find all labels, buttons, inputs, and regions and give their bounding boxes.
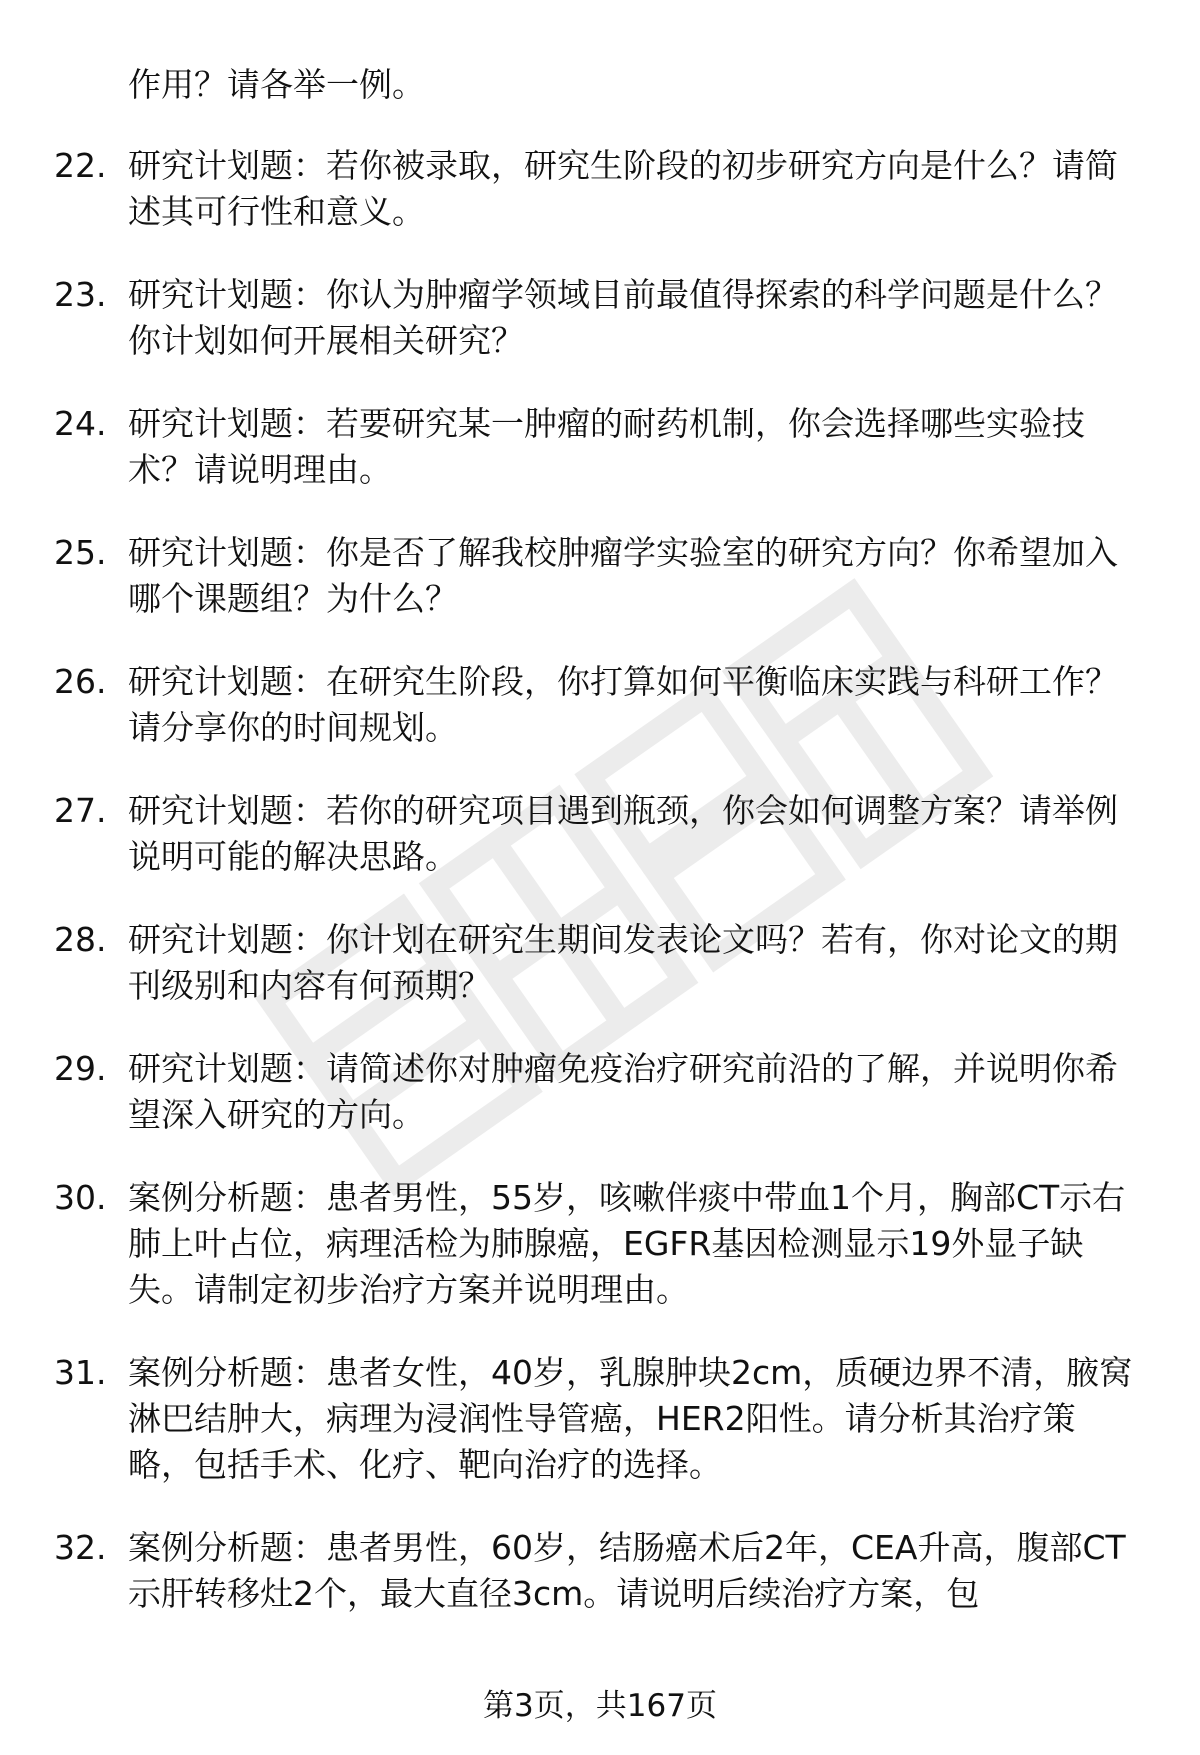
page-number-footer: 第3页，共167页 — [483, 1688, 717, 1724]
question-item — [0, 401, 1200, 493]
question-text: 案例分析题：患者男性，60岁，结肠癌术后2年，CEA升高，腹部CT示肝转移灶2个，最大直径3cm。请说明后续治疗方案，包 — [128, 1528, 1126, 1613]
question-item — [0, 1350, 1200, 1488]
continuation-text: 作用？请各举一例。 — [128, 65, 425, 104]
question-list — [0, 143, 1200, 1654]
question-number: 32. — [54, 1528, 107, 1567]
question-text: 研究计划题：你计划在研究生期间发表论文吗？若有，你对论文的期刊级别和内容有何预期？ — [128, 920, 1118, 1005]
question-number: 23. — [54, 275, 107, 314]
question-text: 研究计划题：若要研究某一肿瘤的耐药机制，你会选择哪些实验技术？请说明理由。 — [128, 404, 1085, 489]
question-text: 研究计划题：请简述你对肿瘤免疫治疗研究前沿的了解，并说明你希望深入研究的方向。 — [128, 1049, 1118, 1134]
question-item — [0, 530, 1200, 622]
question-item — [0, 1046, 1200, 1138]
question-number: 29. — [54, 1049, 107, 1088]
question-text: 案例分析题：患者女性，40岁，乳腺肿块2cm，质硬边界不清，腋窝淋巴结肿大，病理为浸润性导管癌，HER2阳性。请分析其治疗策略，包括手术、化疗、靶向治疗的选择。 — [128, 1353, 1133, 1484]
question-item — [0, 659, 1200, 751]
question-text: 研究计划题：你是否了解我校肿瘤学实验室的研究方向？你希望加入哪个课题组？为什么？ — [128, 533, 1118, 618]
question-text: 研究计划题：若你被录取，研究生阶段的初步研究方向是什么？请简述其可行性和意义。 — [128, 146, 1118, 231]
question-number: 31. — [54, 1353, 107, 1392]
question-item — [0, 1525, 1200, 1617]
question-number: 22. — [54, 146, 107, 185]
question-number: 27. — [54, 791, 107, 830]
question-number: 28. — [54, 920, 107, 959]
question-item — [0, 272, 1200, 364]
question-text: 研究计划题：若你的研究项目遇到瓶颈，你会如何调整方案？请举例说明可能的解决思路。 — [128, 791, 1118, 876]
question-item — [0, 143, 1200, 235]
question-text: 研究计划题：在研究生阶段，你打算如何平衡临床实践与科研工作？请分享你的时间规划。 — [128, 662, 1118, 747]
question-number: 25. — [54, 533, 107, 572]
question-item — [0, 917, 1200, 1009]
question-item — [0, 1175, 1200, 1313]
question-number: 26. — [54, 662, 107, 701]
question-number: 30. — [54, 1178, 107, 1217]
question-text: 研究计划题：你认为肿瘤学领域目前最值得探索的科学问题是什么？你计划如何开展相关研究？ — [128, 275, 1118, 360]
question-text: 案例分析题：患者男性，55岁，咳嗽伴痰中带血1个月，胸部CT示右肺上叶占位，病理活检为肺腺癌，EGFR基因检测显示19外显子缺失。请制定初步治疗方案并说明理由。 — [128, 1178, 1126, 1309]
question-item — [0, 788, 1200, 880]
question-number: 24. — [54, 404, 107, 443]
